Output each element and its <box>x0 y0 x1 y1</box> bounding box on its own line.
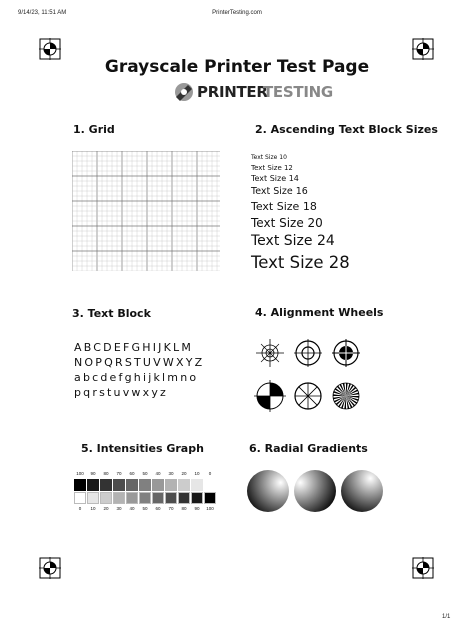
radial-gradient-circle <box>247 470 289 512</box>
intensity-label: 50 <box>142 506 148 511</box>
intensity-cell <box>113 479 125 491</box>
logo-text-printer: PRINTER <box>197 83 268 101</box>
text-size-sample: Text Size 14 <box>251 174 299 183</box>
grid-pattern <box>72 151 220 271</box>
intensity-cell <box>74 492 86 504</box>
intensity-label: 80 <box>181 506 187 511</box>
intensity-cell <box>165 492 177 504</box>
intensity-cell <box>152 479 164 491</box>
text-size-sample: Text Size 16 <box>251 186 308 197</box>
spoke-wheel-icon <box>295 383 321 409</box>
page-title: Grayscale Printer Test Page <box>104 57 370 77</box>
intensity-cell <box>152 492 164 504</box>
intensity-label: 10 <box>90 506 96 511</box>
section-heading-gradients: 6. Radial Gradients <box>249 442 368 455</box>
intensity-cell <box>74 479 86 491</box>
intensity-label: 80 <box>103 471 109 476</box>
text-size-sample: Text Size 20 <box>251 216 323 230</box>
text-block-line: abcdefghijklmno <box>74 371 199 384</box>
intensity-cell <box>100 492 112 504</box>
radial-gradient-circle <box>341 470 383 512</box>
intensity-cell <box>126 479 138 491</box>
print-datetime: 9/14/23, 11:51 AM <box>18 10 67 16</box>
intensity-label: 70 <box>168 506 174 511</box>
text-size-sample: Text Size 24 <box>251 233 335 249</box>
intensity-label: 20 <box>181 471 187 476</box>
alignment-wheels <box>252 336 362 412</box>
intensity-label: 100 <box>76 471 84 476</box>
printertesting-logo <box>173 81 333 103</box>
intensities-graph <box>74 471 220 515</box>
print-site: PrinterTesting.com <box>212 10 262 16</box>
intensity-label: 0 <box>78 506 82 511</box>
intensity-label: 30 <box>168 471 174 476</box>
intensity-cell <box>126 492 138 504</box>
intensity-label: 90 <box>194 506 200 511</box>
intensity-cell <box>165 479 177 491</box>
logo-text-testing: TESTING <box>263 83 333 101</box>
intensity-cell <box>178 492 190 504</box>
text-size-sample: Text Size 18 <box>251 200 317 213</box>
text-block-line: NOPQRSTUVWXYZ <box>74 356 205 369</box>
concentric-target-icon <box>294 339 322 367</box>
radial-gradients <box>246 467 386 515</box>
intensity-cell <box>204 479 216 491</box>
registration-mark-icon <box>412 557 434 579</box>
intensity-label: 40 <box>155 471 161 476</box>
text-size-sample: Text Size 28 <box>251 253 350 272</box>
intensity-cell <box>204 492 216 504</box>
text-size-sample: Text Size 10 <box>251 154 287 161</box>
section-heading-intensities: 5. Intensities Graph <box>81 442 204 455</box>
intensity-cell <box>191 479 203 491</box>
intensity-label: 20 <box>103 506 109 511</box>
registration-mark-icon <box>39 557 61 579</box>
intensity-label: 50 <box>142 471 148 476</box>
intensity-label: 100 <box>206 506 214 511</box>
text-block-line: pqrstuvwxyz <box>74 386 169 399</box>
intensity-label: 60 <box>155 506 161 511</box>
section-heading-textblock: 3. Text Block <box>72 307 151 320</box>
intensity-label: 90 <box>90 471 96 476</box>
radial-gradient-circle <box>294 470 336 512</box>
filled-crosshair-icon <box>332 339 360 367</box>
intensity-cell <box>113 492 125 504</box>
intensity-label: 30 <box>116 506 122 511</box>
intensity-label: 40 <box>129 506 135 511</box>
intensity-cell <box>87 492 99 504</box>
intensity-cell <box>139 479 151 491</box>
intensity-label: 10 <box>194 471 200 476</box>
text-block-line: ABCDEFGHIJKLM <box>74 341 194 354</box>
section-heading-wheels: 4. Alignment Wheels <box>255 306 384 319</box>
section-heading-ascending: 2. Ascending Text Block Sizes <box>255 123 438 136</box>
section-heading-grid: 1. Grid <box>73 123 115 136</box>
intensity-label: 60 <box>129 471 135 476</box>
crosshair-wheel-icon <box>256 339 284 367</box>
intensity-label: 0 <box>208 471 212 476</box>
starburst-wheel-icon <box>333 383 359 409</box>
intensity-cell <box>178 479 190 491</box>
intensity-cell <box>191 492 203 504</box>
intensity-label: 70 <box>116 471 122 476</box>
intensity-cell <box>87 479 99 491</box>
intensity-cell <box>100 479 112 491</box>
page-number: 1/1 <box>442 614 451 620</box>
text-size-sample: Text Size 12 <box>251 164 293 172</box>
intensity-cell <box>139 492 151 504</box>
printer-logo-icon <box>173 81 195 103</box>
quadrant-wheel-icon <box>254 380 286 412</box>
